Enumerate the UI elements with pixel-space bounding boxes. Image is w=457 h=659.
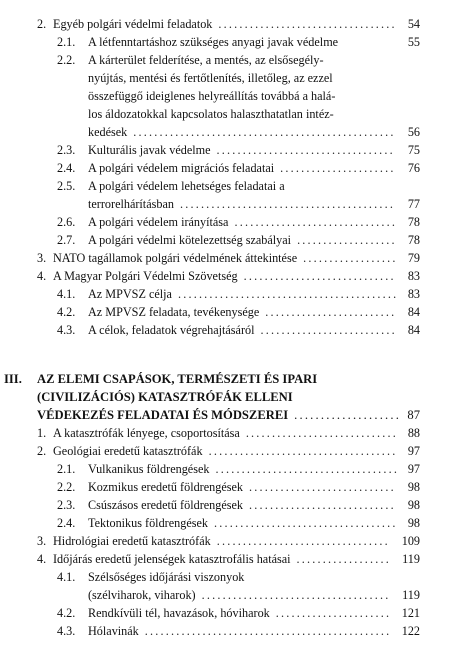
entry-number: 4.: [37, 552, 47, 566]
entry-title: A polgári védelem irányítása: [88, 215, 229, 229]
chapter-title-line: (CIVILIZÁCIÓS) KATASZTRÓFÁK ELLENI: [37, 390, 293, 404]
dot-leader: ...............................: [234, 215, 398, 229]
toc-entry-line: [0, 231, 457, 249]
entry-page-number: 78: [407, 215, 420, 229]
toc-entry-line: [0, 532, 457, 550]
entry-page-number: 121: [401, 606, 420, 620]
entry-page-number: 79: [407, 251, 420, 265]
chapter-heading-line: [0, 406, 457, 424]
entry-title: Rendkívüli tél, havazások, hóviharok: [88, 606, 270, 620]
entry-title: Vulkanikus földrengések: [88, 462, 210, 476]
entry-number: 4.3.: [57, 624, 76, 638]
entry-title: nyújtás, mentési és fertőtlenítés, illetőleg, az ezzel: [88, 71, 333, 85]
dot-leader: ..................: [303, 251, 398, 265]
toc-entry-line: [0, 442, 457, 460]
dot-leader: ...................: [297, 233, 397, 247]
dot-leader: ...................................: [215, 462, 400, 476]
toc-entry-line: [0, 141, 457, 159]
toc-entry-line: [0, 550, 457, 568]
entry-number: 2.: [37, 444, 47, 458]
entry-title: Geológiai eredetű katasztrófák: [53, 444, 203, 458]
toc-entry-line: [0, 69, 457, 87]
dot-leader: ...............................................: [144, 624, 392, 638]
entry-title: Hidrológiai eredetű katasztrófák: [53, 534, 211, 548]
dot-leader: ..........................................: [177, 287, 399, 301]
toc-entry-line: [0, 213, 457, 231]
toc-entry-line: [0, 460, 457, 478]
entry-number: 2.2.: [57, 53, 76, 67]
toc-entry-line: [0, 285, 457, 303]
entry-number: 2.3.: [57, 143, 76, 157]
toc-entry-line: [0, 177, 457, 195]
dot-leader: ..........................: [260, 323, 397, 337]
toc-section-ii-continued: [0, 15, 457, 339]
chapter-heading-line: [0, 388, 457, 406]
entry-title: Szélsőséges időjárási viszonyok: [88, 570, 245, 584]
entry-page-number: 88: [407, 426, 420, 440]
toc-entry-line: [0, 424, 457, 442]
entry-page-number: 56: [407, 125, 420, 139]
dot-leader: ...................................: [213, 516, 398, 530]
entry-title: Az MPVSZ célja: [88, 287, 172, 301]
toc-entry-line: [0, 15, 457, 33]
dot-leader: ......................: [280, 161, 396, 175]
entry-page-number: 98: [407, 516, 420, 530]
dot-leader: ..................: [296, 552, 391, 566]
entry-title: NATO tagállamok polgári védelmének áttekintése: [53, 251, 298, 265]
entry-title: kedések: [88, 125, 128, 139]
entry-page-number: 122: [401, 624, 420, 638]
entry-title: Hólavinák: [88, 624, 139, 638]
entry-number: 3.: [37, 534, 47, 548]
entry-number: 2.1.: [57, 35, 76, 49]
toc-entry-line: [0, 568, 457, 586]
entry-title: A létfenntartáshoz szükséges anyagi javak védelme: [88, 35, 339, 49]
entry-page-number: 75: [407, 143, 420, 157]
entry-page-number: 55: [407, 35, 420, 49]
entry-page-number: 77: [407, 197, 420, 211]
dot-leader: .............................: [245, 426, 398, 440]
entry-title: los áldozatokkal kapcsolatos halaszthatatlan intéz-: [88, 107, 334, 121]
toc-entry-line: [0, 586, 457, 604]
entry-title: A Magyar Polgári Védelmi Szövetség: [53, 269, 238, 283]
entry-number: 2.7.: [57, 233, 76, 247]
entry-title: Kozmikus eredetű földrengések: [88, 480, 243, 494]
chapter-heading-line: [0, 370, 457, 388]
entry-number: 4.1.: [57, 570, 76, 584]
entry-number: 4.1.: [57, 287, 76, 301]
chapter-number: III.: [4, 372, 22, 386]
toc-entry-line: [0, 496, 457, 514]
toc-entry-line: [0, 303, 457, 321]
table-of-contents: [0, 15, 457, 640]
entry-number: 2.4.: [57, 516, 76, 530]
toc-entry-line: [0, 123, 457, 141]
entry-number: 2.2.: [57, 480, 76, 494]
entry-title: összefüggő ideiglenes helyreállítás továbbá a halá-: [88, 89, 336, 103]
entry-page-number: 97: [407, 444, 420, 458]
chapter-title-line: AZ ELEMI CSAPÁSOK, TERMÉSZETI ÉS IPARI: [37, 372, 318, 386]
entry-page-number: 109: [401, 534, 420, 548]
toc-chapter-iii: [0, 370, 457, 424]
entry-title: terrorelhárításban: [88, 197, 174, 211]
entry-page-number: 98: [407, 498, 420, 512]
chapter-title-line: VÉDEKEZÉS FELADATAI ÉS MÓDSZEREI: [37, 408, 289, 422]
toc-entry-line: [0, 604, 457, 622]
entry-page-number: 98: [407, 480, 420, 494]
dot-leader: ....................: [294, 408, 402, 422]
toc-entry-line: [0, 622, 457, 640]
entry-title: A kárterület felderítése, a mentés, az elsősegély-: [88, 53, 324, 67]
toc-entry-line: [0, 105, 457, 123]
entry-title: A célok, feladatok végrehajtásáról: [88, 323, 255, 337]
entry-number: 3.: [37, 251, 47, 265]
entry-page-number: 54: [407, 17, 420, 31]
entry-page-number: 83: [407, 269, 420, 283]
toc-entry-line: [0, 267, 457, 285]
dot-leader: .........................................: [179, 197, 396, 211]
entry-page-number: 119: [402, 588, 420, 602]
entry-title: Kulturális javak védelme: [88, 143, 211, 157]
entry-page-number: 76: [407, 161, 420, 175]
entry-number: 2.5.: [57, 179, 76, 193]
toc-entry-line: [0, 87, 457, 105]
dot-leader: ..................................................: [133, 125, 396, 139]
entry-number: 2.: [37, 17, 47, 31]
entry-title: (szélviharok, viharok): [88, 588, 196, 602]
chapter-page-number: 87: [407, 408, 420, 422]
entry-number: 4.: [37, 269, 47, 283]
entry-page-number: 78: [407, 233, 420, 247]
toc-entry-line: [0, 249, 457, 267]
entry-page-number: 84: [407, 305, 420, 319]
entry-page-number: 119: [402, 552, 420, 566]
entry-number: 4.3.: [57, 323, 76, 337]
entry-number: 2.1.: [57, 462, 76, 476]
toc-entry-line: [0, 159, 457, 177]
entry-number: 1.: [37, 426, 47, 440]
toc-entry-line: [0, 321, 457, 339]
dot-leader: ..................................: [218, 17, 397, 31]
toc-entry-line: [0, 33, 457, 51]
entry-page-number: 83: [407, 287, 420, 301]
toc-entry-line: [0, 514, 457, 532]
entry-number: 4.2.: [57, 305, 76, 319]
entry-title: Egyéb polgári védelmi feladatok: [53, 17, 213, 31]
toc-entry-line: [0, 195, 457, 213]
section-gap: [0, 339, 457, 370]
toc-section-iii-entries: [0, 424, 457, 640]
entry-number: 2.6.: [57, 215, 76, 229]
dot-leader: ......................: [275, 606, 392, 620]
entry-number: 2.4.: [57, 161, 76, 175]
entry-title: Csúszásos eredetű földrengések: [88, 498, 244, 512]
dot-leader: ....................................: [208, 444, 398, 458]
entry-number: 2.3.: [57, 498, 76, 512]
dot-leader: .................................: [216, 534, 390, 548]
entry-page-number: 97: [407, 462, 420, 476]
entry-title: A polgári védelmi kötelezettség szabályai: [88, 233, 292, 247]
entry-title: A polgári védelem migrációs feladatai: [88, 161, 275, 175]
toc-entry-line: [0, 478, 457, 496]
toc-entry-line: [0, 51, 457, 69]
dot-leader: .............................: [243, 269, 396, 283]
dot-leader: .........................: [265, 305, 397, 319]
entry-title: Tektonikus földrengések: [88, 516, 208, 530]
dot-leader: ............................: [249, 498, 396, 512]
entry-page-number: 84: [407, 323, 420, 337]
dot-leader: ..................................: [216, 143, 395, 157]
dot-leader: ....................................: [201, 588, 391, 602]
entry-title: Az MPVSZ feladata, tevékenysége: [88, 305, 260, 319]
entry-title: Időjárás eredetű jelenségek katasztrofális hatásai: [53, 552, 291, 566]
entry-title: A katasztrófák lényege, csoportosítása: [53, 426, 240, 440]
entry-title: A polgári védelem lehetséges feladatai a: [88, 179, 285, 193]
entry-number: 4.2.: [57, 606, 76, 620]
dot-leader: ............................: [249, 480, 396, 494]
